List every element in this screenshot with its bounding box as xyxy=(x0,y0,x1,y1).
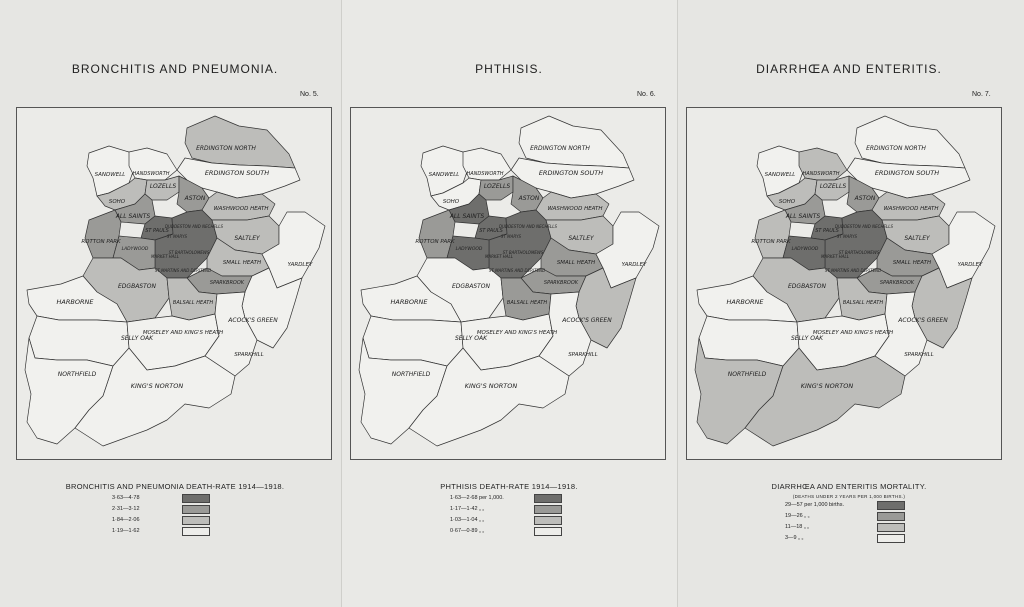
legend-label: 1·17—1·42 „ „ xyxy=(450,506,485,512)
ward-label-handsworth: HANDSWORTH xyxy=(132,171,170,177)
ward-label-saltley: SALTLEY xyxy=(234,235,260,242)
legend-swatch xyxy=(877,523,905,532)
ward-label-sparkhill: SPARKHILL xyxy=(904,352,934,358)
legend-label: 3—9 „ „ xyxy=(785,535,804,541)
legend-row xyxy=(112,527,222,538)
ward-label-acocks-green: ACOCK'S GREEN xyxy=(228,317,278,324)
ward-label-washwood-heath: WASHWOOD HEATH xyxy=(213,206,269,212)
panel-3-title: DIARRHŒA AND ENTERITIS. xyxy=(756,62,942,76)
legend-swatch xyxy=(534,505,562,514)
panel-1-map-svg xyxy=(17,108,331,459)
ward-label-st-pauls: ST PAULS xyxy=(479,228,503,234)
ward-label-erdington-south: ERDINGTON SOUTH xyxy=(204,169,270,177)
ward-label-rotton-park: ROTTON PARK xyxy=(81,239,121,245)
ward-label-edgbaston: EDGBASTON xyxy=(788,283,826,290)
ward-label-st-martins: ST MARTINS AND DERITEND xyxy=(488,268,546,273)
legend-swatch xyxy=(182,516,210,525)
ward-label-small-heath: SMALL HEATH xyxy=(222,260,262,266)
ward-label-st-marys: ST MARYS xyxy=(836,234,858,239)
ward-label-yardley: YARDLEY xyxy=(621,262,647,268)
ward-label-yardley: YARDLEY xyxy=(957,262,983,268)
legend-label: 19—26 „ „ xyxy=(785,513,810,519)
ward-label-small-heath: SMALL HEATH xyxy=(556,260,596,266)
ward-label-soho: SOHO xyxy=(442,199,460,205)
ward-label-handsworth: HANDSWORTH xyxy=(466,171,504,177)
ward-label-lozells: LOZELLS xyxy=(819,183,847,190)
ward-label-st-martins: ST MARTINS AND DERITEND xyxy=(154,268,212,273)
panel-2-legend-title: PHTHISIS DEATH-RATE 1914—1918. xyxy=(440,482,578,491)
ward-label-st-bartholomews: ST BARTHOLOMEWS xyxy=(838,250,880,255)
ward-label-market-hall: MARKET HALL xyxy=(820,254,850,259)
ward-label-ladywood: LADYWOOD xyxy=(455,247,483,252)
legend-row xyxy=(112,516,222,527)
legend-label: 1·84—2·06 xyxy=(112,517,140,523)
sheet-divider xyxy=(341,0,342,607)
legend-label: 1·63—2·68 per 1,000. xyxy=(450,495,504,501)
ward-label-ladywood: LADYWOOD xyxy=(121,247,149,252)
panel-2-number: No. 6. xyxy=(637,91,656,98)
ward-label-aston: ASTON xyxy=(518,195,540,202)
sheet-divider xyxy=(677,0,678,607)
legend-label: 29—57 per 1,000 births. xyxy=(785,502,845,508)
ward-label-balsall-heath: BALSALL HEATH xyxy=(172,300,214,306)
ward-label-erdington-north: ERDINGTON NORTH xyxy=(866,145,926,152)
ward-label-all-saints: ALL SAINTS xyxy=(785,213,821,220)
legend-swatch xyxy=(182,505,210,514)
ward-label-duddeston: DUDDESTON AND NECHELLS xyxy=(164,224,224,229)
panel-3-map xyxy=(686,107,1002,460)
ward-label-sparkhill: SPARKHILL xyxy=(234,352,264,358)
legend-row xyxy=(112,505,222,516)
panel-3-legend-title: DIARRHŒA AND ENTERITIS MORTALITY. xyxy=(771,482,927,491)
ward-label-northfield: NORTHFIELD xyxy=(727,371,767,378)
legend-swatch xyxy=(534,516,562,525)
ward-label-market-hall: MARKET HALL xyxy=(150,254,180,259)
ward-label-acocks-green: ACOCK'S GREEN xyxy=(898,317,948,324)
ward-label-st-martins: ST MARTINS AND DERITEND xyxy=(824,268,882,273)
panel-2-legend xyxy=(450,494,560,538)
panel-1-title: BRONCHITIS AND PNEUMONIA. xyxy=(71,62,279,76)
ward-label-st-pauls: ST PAULS xyxy=(145,228,169,234)
panel-1-legend xyxy=(112,494,222,538)
panel-2-title: PHTHISIS. xyxy=(475,62,543,76)
ward-label-st-pauls: ST PAULS xyxy=(815,228,839,234)
ward-label-market-hall: MARKET HALL xyxy=(484,254,514,259)
legend-label: 1·03—1·04 „ „ xyxy=(450,517,485,523)
panel-2-map xyxy=(350,107,666,460)
ward-erdington-north xyxy=(855,116,965,168)
ward-label-all-saints: ALL SAINTS xyxy=(115,213,151,220)
legend-label: 11—18 „ „ xyxy=(785,524,810,530)
ward-label-acocks-green: ACOCK'S GREEN xyxy=(562,317,612,324)
ward-label-erdington-north: ERDINGTON NORTH xyxy=(530,145,590,152)
panel-3-number: No. 7. xyxy=(972,91,991,98)
ward-label-edgbaston: EDGBASTON xyxy=(118,283,156,290)
ward-label-sparkhill: SPARKHILL xyxy=(568,352,598,358)
ward-label-sparkbrook: SPARKBROOK xyxy=(543,280,579,286)
ward-label-sparkbrook: SPARKBROOK xyxy=(879,280,915,286)
ward-label-soho: SOHO xyxy=(778,199,796,205)
ward-label-northfield: NORTHFIELD xyxy=(391,371,431,378)
legend-row xyxy=(450,516,560,527)
ward-label-harborne: HARBORNE xyxy=(726,298,764,306)
ward-label-all-saints: ALL SAINTS xyxy=(449,213,485,220)
ward-label-st-bartholomews: ST BARTHOLOMEWS xyxy=(168,250,210,255)
panel-3-map-svg xyxy=(687,108,1001,459)
legend-label: 1·19—1·62 xyxy=(112,528,140,534)
panel-1-number: No. 5. xyxy=(300,91,319,98)
legend-swatch xyxy=(534,494,562,503)
ward-label-erdington-south: ERDINGTON SOUTH xyxy=(874,169,940,177)
ward-label-duddeston: DUDDESTON AND NECHELLS xyxy=(498,224,558,229)
legend-label: 3·63—4·78 xyxy=(112,495,140,501)
ward-label-st-marys: ST MARYS xyxy=(500,234,522,239)
ward-label-small-heath: SMALL HEATH xyxy=(892,260,932,266)
ward-label-moseley: MOSELEY AND KING'S HEATH xyxy=(812,330,894,336)
legend-swatch xyxy=(877,501,905,510)
ward-label-aston: ASTON xyxy=(854,195,876,202)
panel-2-map-svg xyxy=(351,108,665,459)
legend-row xyxy=(785,523,905,534)
legend-label: 2·31—3·12 xyxy=(112,506,140,512)
ward-label-erdington-north: ERDINGTON NORTH xyxy=(196,145,256,152)
ward-label-saltley: SALTLEY xyxy=(904,235,930,242)
ward-erdington-north xyxy=(519,116,629,168)
ward-label-edgbaston: EDGBASTON xyxy=(452,283,490,290)
legend-swatch xyxy=(877,512,905,521)
ward-label-lozells: LOZELLS xyxy=(149,183,177,190)
ward-erdington-north xyxy=(185,116,295,168)
ward-label-harborne: HARBORNE xyxy=(390,298,428,306)
legend-row xyxy=(785,512,905,523)
ward-label-kings-norton: KING'S NORTON xyxy=(130,382,184,390)
ward-label-sparkbrook: SPARKBROOK xyxy=(209,280,245,286)
ward-label-rotton-park: ROTTON PARK xyxy=(415,239,455,245)
legend-row xyxy=(785,534,905,545)
ward-label-aston: ASTON xyxy=(184,195,206,202)
ward-label-erdington-south: ERDINGTON SOUTH xyxy=(538,169,604,177)
ward-label-washwood-heath: WASHWOOD HEATH xyxy=(547,206,603,212)
ward-label-saltley: SALTLEY xyxy=(568,235,594,242)
ward-label-kings-norton: KING'S NORTON xyxy=(464,382,518,390)
legend-row xyxy=(450,527,560,538)
panel-1-map xyxy=(16,107,332,460)
legend-swatch xyxy=(534,527,562,536)
ward-label-yardley: YARDLEY xyxy=(287,262,313,268)
ward-label-kings-norton: KING'S NORTON xyxy=(800,382,854,390)
ward-label-st-marys: ST MARYS xyxy=(166,234,188,239)
ward-label-sandwell: SANDWELL xyxy=(94,172,126,178)
ward-label-st-bartholomews: ST BARTHOLOMEWS xyxy=(502,250,544,255)
ward-label-moseley: MOSELEY AND KING'S HEATH xyxy=(142,330,224,336)
ward-label-ladywood: LADYWOOD xyxy=(791,247,819,252)
ward-label-soho: SOHO xyxy=(108,199,126,205)
ward-label-selly-oak: SELLY OAK xyxy=(120,335,154,342)
ward-label-duddeston: DUDDESTON AND NECHELLS xyxy=(834,224,894,229)
ward-label-washwood-heath: WASHWOOD HEATH xyxy=(883,206,939,212)
ward-label-lozells: LOZELLS xyxy=(483,183,511,190)
legend-row xyxy=(450,505,560,516)
ward-label-harborne: HARBORNE xyxy=(56,298,94,306)
legend-row xyxy=(785,501,905,512)
panel-3-legend xyxy=(785,501,905,545)
ward-label-rotton-park: ROTTON PARK xyxy=(751,239,791,245)
ward-label-sandwell: SANDWELL xyxy=(764,172,796,178)
ward-label-sandwell: SANDWELL xyxy=(428,172,460,178)
ward-label-selly-oak: SELLY OAK xyxy=(454,335,488,342)
ward-label-balsall-heath: BALSALL HEATH xyxy=(842,300,884,306)
legend-swatch xyxy=(877,534,905,543)
ward-label-moseley: MOSELEY AND KING'S HEATH xyxy=(476,330,558,336)
legend-row xyxy=(450,494,560,505)
ward-label-handsworth: HANDSWORTH xyxy=(802,171,840,177)
legend-label: 0·67—0·89 „ „ xyxy=(450,528,485,534)
legend-swatch xyxy=(182,527,210,536)
legend-row xyxy=(112,494,222,505)
panel-3-legend-subtitle: (DEATHS UNDER 2 YEARS PER 1,000 BIRTHS.) xyxy=(792,494,906,499)
panel-1-legend-title: BRONCHITIS AND PNEUMONIA DEATH-RATE 1914—1918. xyxy=(65,482,285,491)
ward-label-northfield: NORTHFIELD xyxy=(57,371,97,378)
ward-label-selly-oak: SELLY OAK xyxy=(790,335,824,342)
ward-label-balsall-heath: BALSALL HEATH xyxy=(506,300,548,306)
legend-swatch xyxy=(182,494,210,503)
